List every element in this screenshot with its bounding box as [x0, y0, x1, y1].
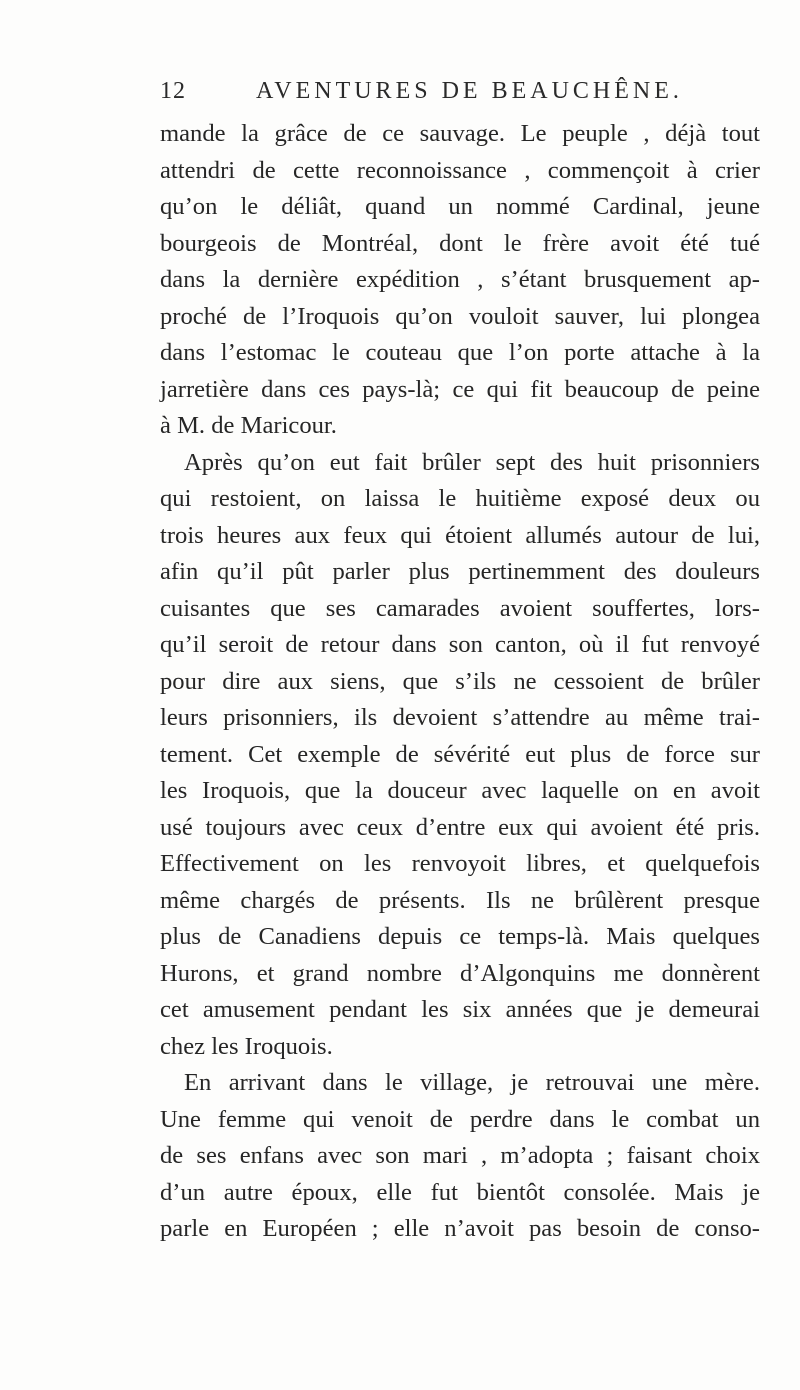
text-line: de ses enfans avec son mari , m’adopta ; faisant choix — [160, 1142, 760, 1169]
text-line: En arrivant dans le village, je retrouvai une mère. — [184, 1069, 760, 1096]
text-line: proché de l’Iroquois qu’on vouloit sauver, lui plongea — [160, 302, 760, 330]
text-line: qu’on le déliât, quand un nommé Cardinal, jeune — [160, 193, 760, 220]
text-line: à M. de Maricour. — [160, 412, 337, 439]
text-line: mande la grâce de ce sauvage. Le peuple , déjà tout — [160, 120, 760, 147]
text-line: pour dire aux siens, que s’ils ne cessoient de brûler — [160, 667, 760, 695]
text-line: usé toujours avec ceux d’entre eux qui avoient été pris. — [160, 813, 760, 841]
text-line: chez les Iroquois. — [160, 1032, 333, 1060]
body-text — [160, 116, 760, 1248]
text-line: Hurons, et grand nombre d’Algonquins me donnèrent — [160, 959, 760, 987]
text-line: dans la dernière expédition , s’étant brusquement ap- — [160, 266, 760, 293]
text-line: qui restoient, on laissa le huitième exposé deux ou — [160, 485, 760, 512]
text-line: leurs prisonniers, ils devoient s’attendre au même trai- — [160, 704, 760, 731]
text-line: Après qu’on eut fait brûler sept des huit prisonniers — [184, 448, 760, 476]
text-line: Effectivement on les renvoyoit libres, et quelquefois — [160, 850, 760, 877]
running-title: AVENTURES DE BEAUCHÊNE. — [256, 78, 683, 104]
text-line: qu’il seroit de retour dans son canton, où il fut renvoyé — [160, 631, 760, 658]
text-line: les Iroquois, que la douceur avec laquelle on en avoit — [160, 777, 760, 804]
text-line: afin qu’il pût parler plus pertinemment des douleurs — [160, 558, 760, 585]
text-line: Une femme qui venoit de perdre dans le combat un — [160, 1105, 760, 1133]
text-line: jarretière dans ces pays-là; ce qui fit beaucoup de peine — [160, 375, 760, 403]
text-line: attendri de cette reconnoissance , commençoit à crier — [160, 156, 760, 184]
text-line: tement. Cet exemple de sévérité eut plus de force sur — [160, 740, 760, 768]
page-header — [160, 78, 790, 118]
text-line: bourgeois de Montréal, dont le frère avoit été tué — [160, 229, 760, 257]
text-line: même chargés de présents. Ils ne brûlèrent presque — [160, 886, 760, 914]
text-line: trois heures aux feux qui étoient allumés autour de lui, — [160, 521, 760, 549]
text-line: cuisantes que ses camarades avoient souffertes, lors- — [160, 594, 760, 622]
page-number: 12 — [160, 78, 186, 104]
text-line: dans l’estomac le couteau que l’on porte attache à la — [160, 339, 760, 366]
text-line: plus de Canadiens depuis ce temps-là. Mais quelques — [160, 923, 760, 950]
text-line: parle en Européen ; elle n’avoit pas besoin de conso- — [160, 1215, 760, 1242]
text-line: d’un autre époux, elle fut bientôt consolée. Mais je — [160, 1178, 760, 1206]
text-line: cet amusement pendant les six années que je demeurai — [160, 996, 760, 1023]
